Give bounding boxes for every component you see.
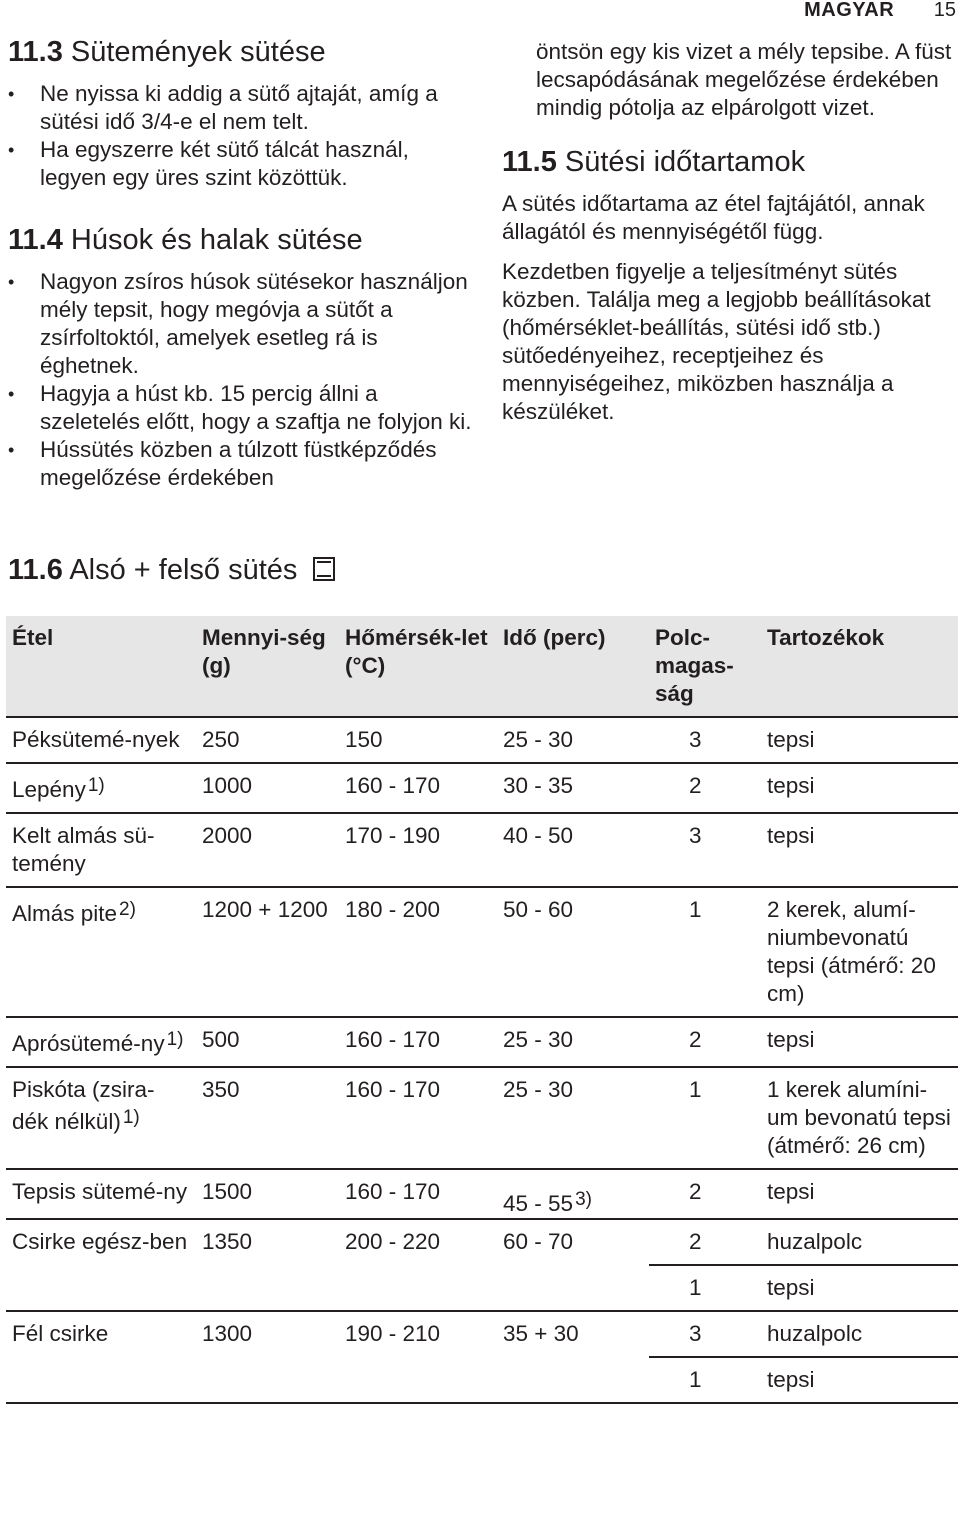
cell-food: Lepény: [12, 777, 86, 802]
footnote-mark: 3): [575, 1189, 592, 1210]
cell-quantity: 2000: [202, 823, 253, 848]
bullet-item: • Hagyja a húst kb. 15 percig állni a szeletelés előtt, hogy a szaftja ne folyjon ki.: [8, 380, 474, 436]
cell-shelf: 1: [689, 1077, 702, 1102]
cell-accessories: 1 kerek alumíni-um bevonatú tepsi (átmérő: 26 cm): [767, 1077, 951, 1158]
cell-shelf: 2: [689, 1027, 702, 1052]
cell-time: 50 - 60: [503, 897, 574, 922]
cell-time: 25 - 30: [503, 727, 574, 752]
cell-time: 35 + 30: [503, 1321, 579, 1346]
cell-shelf: 1: [649, 1357, 761, 1403]
cell-temperature: 160 - 170: [345, 1027, 441, 1052]
bullet-item: • Ne nyissa ki addig a sütő ajtaját, amíg a sütési idő 3/4-e el nem telt.: [8, 80, 474, 136]
cell-quantity: 250: [202, 727, 240, 752]
cell-quantity: 500: [202, 1027, 240, 1052]
footnote-mark: 2): [119, 899, 136, 920]
cell-accessories: huzalpolc: [767, 1321, 863, 1346]
cell-quantity: 1300: [202, 1321, 253, 1346]
table-row: [6, 717, 958, 763]
top-bottom-heat-icon: [313, 557, 335, 581]
cell-shelf: 1: [649, 1265, 761, 1311]
page-number: 15: [933, 0, 956, 21]
cell-food: Almás pite: [12, 901, 118, 926]
page-header: [804, 0, 956, 24]
cell-food: Tepsis sütemé-ny: [12, 1179, 188, 1204]
table-row: [6, 887, 958, 1017]
section-11-5-title: 11.5 Sütési időtartamok: [502, 146, 806, 178]
cell-food: Aprósütemé-ny: [12, 1031, 165, 1056]
footnote-mark: 1): [166, 1029, 184, 1050]
cell-accessories: tepsi: [767, 773, 815, 798]
cell-accessories: tepsi: [767, 823, 815, 848]
header-food: Étel: [12, 625, 54, 650]
cell-temperature: 150: [345, 727, 383, 752]
right-column: [502, 38, 958, 426]
section-11-4-bullets: [8, 268, 474, 492]
header-time: Idő (perc): [503, 625, 606, 650]
cell-temperature: 190 - 210: [345, 1321, 441, 1346]
cell-food: Kelt almás sü-temény: [12, 823, 155, 876]
cell-time: 25 - 30: [503, 1027, 574, 1052]
cell-temperature: 200 - 220: [345, 1229, 441, 1254]
cell-food: Csirke egész-ben: [12, 1229, 188, 1254]
cell-quantity: 350: [202, 1077, 240, 1102]
cell-accessories: tepsi: [767, 1179, 815, 1204]
cell-quantity: 1200 + 1200: [202, 897, 328, 922]
cell-food: Piskóta (zsira-dék nélkül): [12, 1077, 155, 1134]
cell-time: 30 - 35: [503, 773, 574, 798]
table-row: [6, 1067, 958, 1169]
header-shelf: Polc-magas-ság: [655, 625, 734, 706]
bullet-item: • Hússütés közben a túlzott füstképződés megelőzése érdekében: [8, 436, 474, 492]
cell-shelf: 2: [689, 1229, 702, 1254]
cell-quantity: 1350: [202, 1229, 253, 1254]
table-row: [6, 813, 958, 887]
cell-shelf: 2: [689, 773, 702, 798]
cell-temperature: 160 - 170: [345, 773, 441, 798]
table-row: [6, 1017, 958, 1067]
cell-time: 25 - 30: [503, 1077, 574, 1102]
cell-shelf: 3: [689, 727, 702, 752]
table-row: [6, 763, 958, 813]
table-row: [6, 1169, 958, 1219]
section-11-4-title: 11.4 Húsok és halak sütése: [8, 224, 363, 256]
language-label: MAGYAR: [804, 0, 895, 21]
cell-temperature: 160 - 170: [345, 1179, 441, 1204]
cell-temperature: 170 - 190: [345, 823, 441, 848]
cell-time: 60 - 70: [503, 1229, 574, 1254]
cell-accessories: tepsi: [761, 1357, 958, 1403]
cell-accessories: 2 kerek, alumí-niumbevonatú tepsi (átmérő: 20 cm): [767, 897, 936, 1006]
section-11-6-title: 11.6 Alsó + felső sütés: [8, 552, 335, 588]
header-accessories: Tartozékok: [767, 625, 885, 650]
header-temperature: Hőmérsék-let (°C): [345, 625, 488, 678]
cell-accessories: tepsi: [767, 727, 815, 752]
cell-accessories: huzalpolc: [767, 1229, 863, 1254]
table-header-row: [6, 616, 958, 717]
header-quantity: Mennyi-ség (g): [202, 625, 326, 678]
section-11-5-paragraph: A sütés időtartama az étel fajtájától, annak állagától és mennyiségétől függ.: [502, 191, 925, 244]
cell-temperature: 160 - 170: [345, 1077, 441, 1102]
cell-temperature: 180 - 200: [345, 897, 441, 922]
cell-shelf: 3: [689, 1321, 702, 1346]
baking-table: [6, 616, 958, 1404]
cell-food: Fél csirke: [12, 1321, 109, 1346]
section-11-5-paragraph: Kezdetben figyelje a teljesítményt sütés közben. Találja meg a legjobb beállításokat (hőmérséklet-beállítás, sütési idő stb.) sütőedényeihez, receptjeihez és mennyiségeihez, miközben használja a készüléket.: [502, 259, 931, 424]
section-11-3-title: 11.3 Sütemények sütése: [8, 36, 326, 68]
cell-food: Péksütemé-nyek: [12, 727, 180, 752]
footnote-mark: 1): [122, 1107, 140, 1128]
cell-shelf: 1: [689, 897, 702, 922]
bullet-item: • Nagyon zsíros húsok sütésekor használjon mély tepsit, hogy megóvja a sütőt a zsírfoltoktól, amelyek esetleg rá is éghetnek.: [8, 268, 474, 380]
left-column: [8, 34, 474, 492]
footnote-mark: 1): [87, 775, 105, 796]
cell-shelf: 2: [689, 1179, 702, 1204]
section-11-4-continuation: öntsön egy kis vizet a mély tepsibe. A füst lecsapódásának megelőzése érdekében mindig pótolja az elpárolgott vizet.: [536, 39, 952, 120]
table-row: [6, 1219, 958, 1265]
section-11-3-bullets: [8, 80, 474, 192]
bullet-item: • Ha egyszerre két sütő tálcát használ, legyen egy üres szint közöttük.: [8, 136, 474, 192]
cell-quantity: 1500: [202, 1179, 253, 1204]
cell-time: 40 - 50: [503, 823, 574, 848]
cell-quantity: 1000: [202, 773, 253, 798]
cell-shelf: 3: [689, 823, 702, 848]
table-row: [6, 1311, 958, 1357]
cell-time: 45 - 55: [503, 1191, 574, 1216]
cell-accessories: tepsi: [761, 1265, 958, 1311]
cell-accessories: tepsi: [767, 1027, 815, 1052]
